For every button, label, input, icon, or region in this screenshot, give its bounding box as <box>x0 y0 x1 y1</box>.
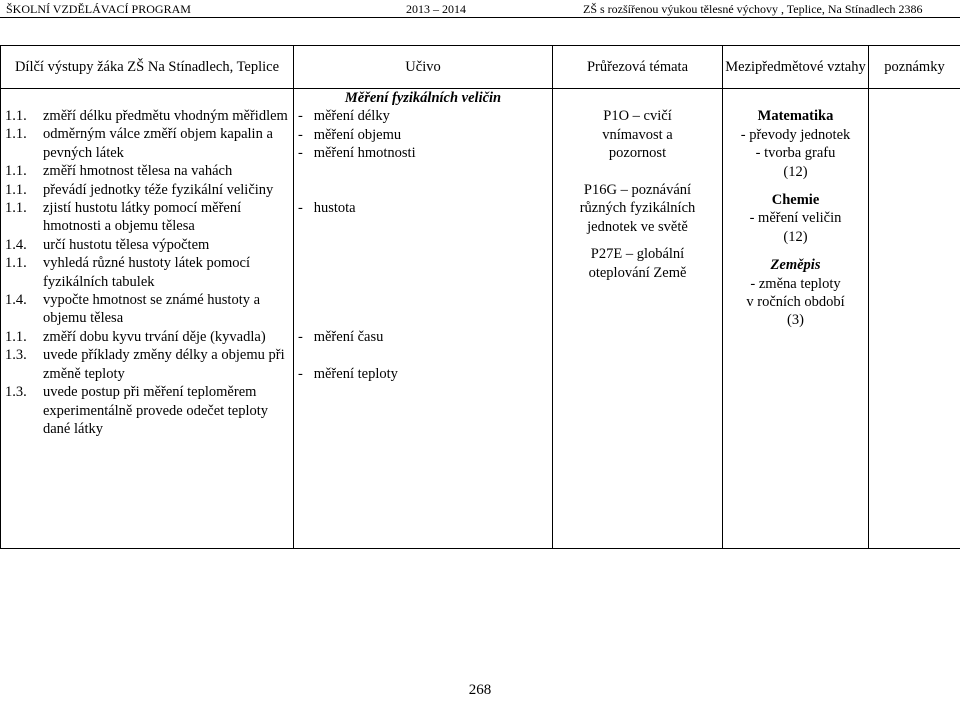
outputs-cell <box>1 89 294 549</box>
relation-geo-title: Zeměpis <box>770 257 821 274</box>
list-item: - měření délky <box>298 108 390 125</box>
col-header-outputs: Dílčí výstupy žáka ZŠ Na Stínadlech, Teplice <box>1 46 294 89</box>
relation-geo-ref: (3) <box>787 312 804 329</box>
list-item: - měření hmotnosti <box>298 145 416 162</box>
relation-geo-item: v ročních období <box>746 294 845 311</box>
col-header-cross-topics: Průřezová témata <box>553 46 723 89</box>
header-school-name: ZŠ s rozšířenou výukou tělesné výchovy , Teplice, Na Stínadlech 2386 <box>583 2 923 16</box>
list-item: - měření objemu <box>298 126 402 143</box>
relations-cell <box>723 89 869 549</box>
list-item: 1.1. změří dobu kyvu trvání děje (kyvadla) <box>5 328 266 345</box>
col-header-notes: poznámky <box>869 46 960 89</box>
cross-topic-p1o: P1O – cvičí vnímavost a pozornost <box>602 108 673 162</box>
list-item: 1.4. určí hustotu tělesa výpočtem <box>5 236 210 253</box>
list-item: 1.1. převádí jednotky téže fyzikální veličiny <box>5 181 274 198</box>
page-number: 268 <box>468 682 492 698</box>
list-item: 1.1. vyhledá různé hustoty látek pomocí fyzikálních tabulek <box>5 255 250 290</box>
curriculum-table <box>0 45 960 549</box>
list-item: - měření teploty <box>298 366 398 383</box>
list-item: 1.1. zjistí hustotu látky pomocí měření hmotnosti a objemu tělesa <box>5 200 242 235</box>
cross-topics-cell <box>553 89 723 549</box>
header-school: ŠKOLNÍ VZDĚLÁVACÍ PROGRAM <box>6 2 191 16</box>
list-item: 1.4. vypočte hmotnost se známé hustoty a objemu tělesa <box>5 292 261 327</box>
header-years: 2013 – 2014 <box>406 2 466 16</box>
relation-math-item: - tvorba grafu <box>755 145 836 162</box>
relation-chem-item: - měření veličin <box>749 210 842 227</box>
relation-chem-ref: (12) <box>783 228 808 245</box>
list-item: 1.3. uvede příklady změny délky a objemu při změně teploty <box>5 347 285 382</box>
header-rule <box>0 17 960 18</box>
curriculum-cell <box>294 89 553 549</box>
list-item: - měření času <box>298 329 384 346</box>
list-item: 1.1. odměrným válce změří objem kapalin a pevných látek <box>5 126 273 161</box>
cross-topic-p27e: P27E – globální oteplování Země <box>588 246 687 281</box>
list-item: 1.1. změří délku předmětu vhodným měřidlem <box>5 108 288 124</box>
relation-math-ref: (12) <box>783 163 808 180</box>
col-header-curriculum: Učivo <box>294 46 553 89</box>
relation-math-title: Matematika <box>757 108 834 125</box>
relation-math-item: - převody jednotek <box>740 126 851 143</box>
list-item: 1.1. změří hmotnost tělesa na vahách <box>5 163 233 180</box>
list-item: - hustota <box>298 200 356 217</box>
col-header-relations: Mezipředmětové vztahy <box>723 46 869 89</box>
table-header-row <box>1 46 960 89</box>
curriculum-heading: Měření fyzikálních veličin <box>344 90 502 106</box>
cross-topic-p16g: P16G – poznávání různých fyzikálních jednotek ve světě <box>579 182 696 235</box>
relation-geo-item: - změna teploty <box>750 275 841 292</box>
table-body-row <box>1 89 960 549</box>
list-item: 1.3. uvede postup při měření teploměrem experimentálně provede odečet teploty dané látky <box>5 384 269 437</box>
relation-chem-title: Chemie <box>771 192 820 209</box>
notes-cell <box>869 89 960 549</box>
running-header <box>0 0 960 22</box>
